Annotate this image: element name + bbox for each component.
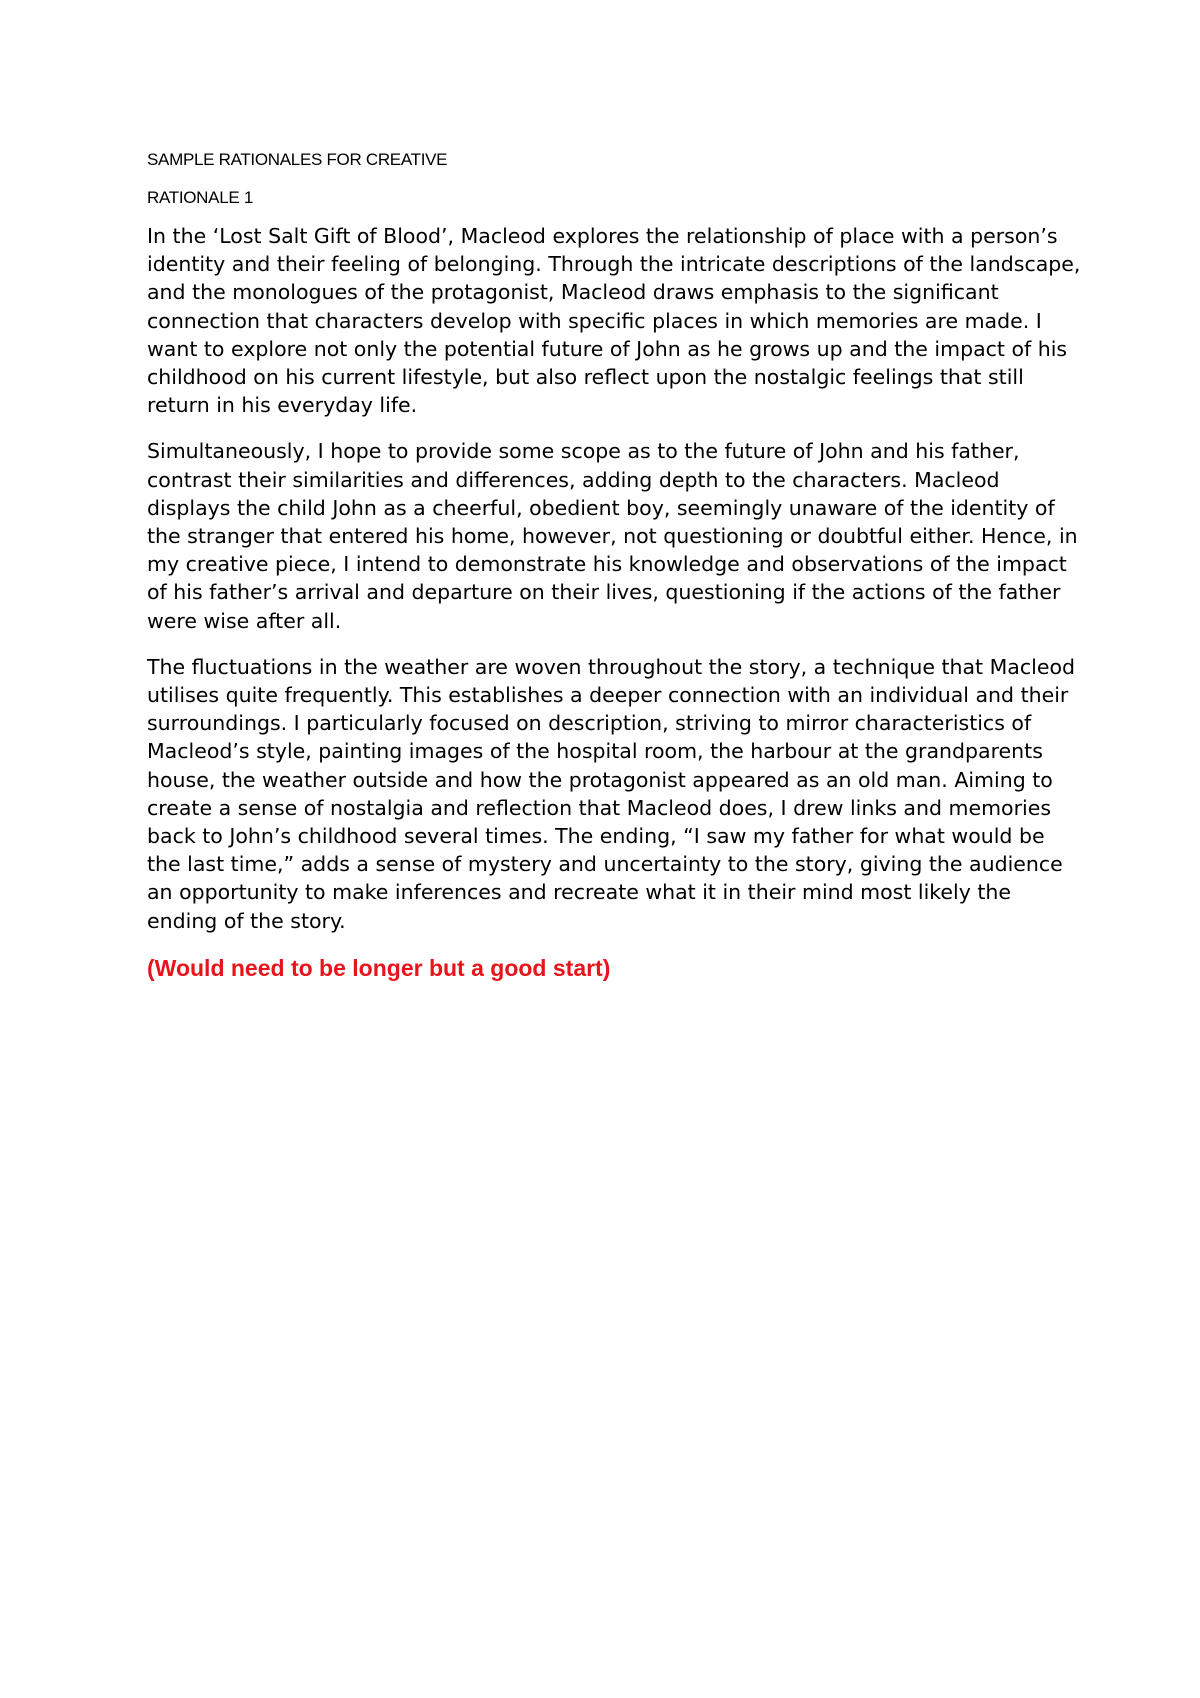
document-title: SAMPLE RATIONALES FOR CREATIVE — [147, 150, 448, 169]
section-heading: RATIONALE 1 — [147, 188, 253, 207]
paragraph-2: Simultaneously, I hope to provide some scope as to the future of John and his father, contrast their similarities and differences, adding depth to the characters. Macleod displays the child John as a cheerful, obedient boy, seemingly unaware of the identity of the stranger that entered his home, however, not questioning or doubtful either. Hence, in my creative piece, I intend to demonstrate his knowledge and observations of the impact of his father’s arrival and departure on their lives, questioning if the actions of the father were wise after all. — [147, 439, 1078, 633]
teacher-feedback: (Would need to be longer but a good start) — [147, 954, 611, 981]
paragraph-1: In the ‘Lost Salt Gift of Blood’, Macleod explores the relationship of place with a person’s identity and their feeling of belonging. Through the intricate descriptions of the landscape, and the monologues of the protagonist, Macleod draws emphasis to the significant connection that characters develop with specific places in which memories are made. I want to explore not only the potential future of John as he grows up and the impact of his childhood on his current lifestyle, but also reflect upon the nostalgic feelings that still return in his everyday life. — [147, 224, 1081, 418]
document-body — [147, 150, 1082, 983]
paragraph-3: The fluctuations in the weather are woven throughout the story, a technique that Macleod utilises quite frequently. This establishes a deeper connection with an individual and their surroundings. I particularly focused on description, striving to mirror characteristics of Macleod’s style, painting images of the hospital room, the harbour at the grandparents house, the weather outside and how the protagonist appeared as an old man. Aiming to create a sense of nostalgia and reflection that Macleod does, I drew links and memories back to John’s childhood several times. The ending, “I saw my father for what would be the last time,” adds a sense of mystery and uncertainty to the story, giving the audience an opportunity to make inferences and recreate what it in their mind most likely the ending of the story. — [147, 654, 1075, 933]
